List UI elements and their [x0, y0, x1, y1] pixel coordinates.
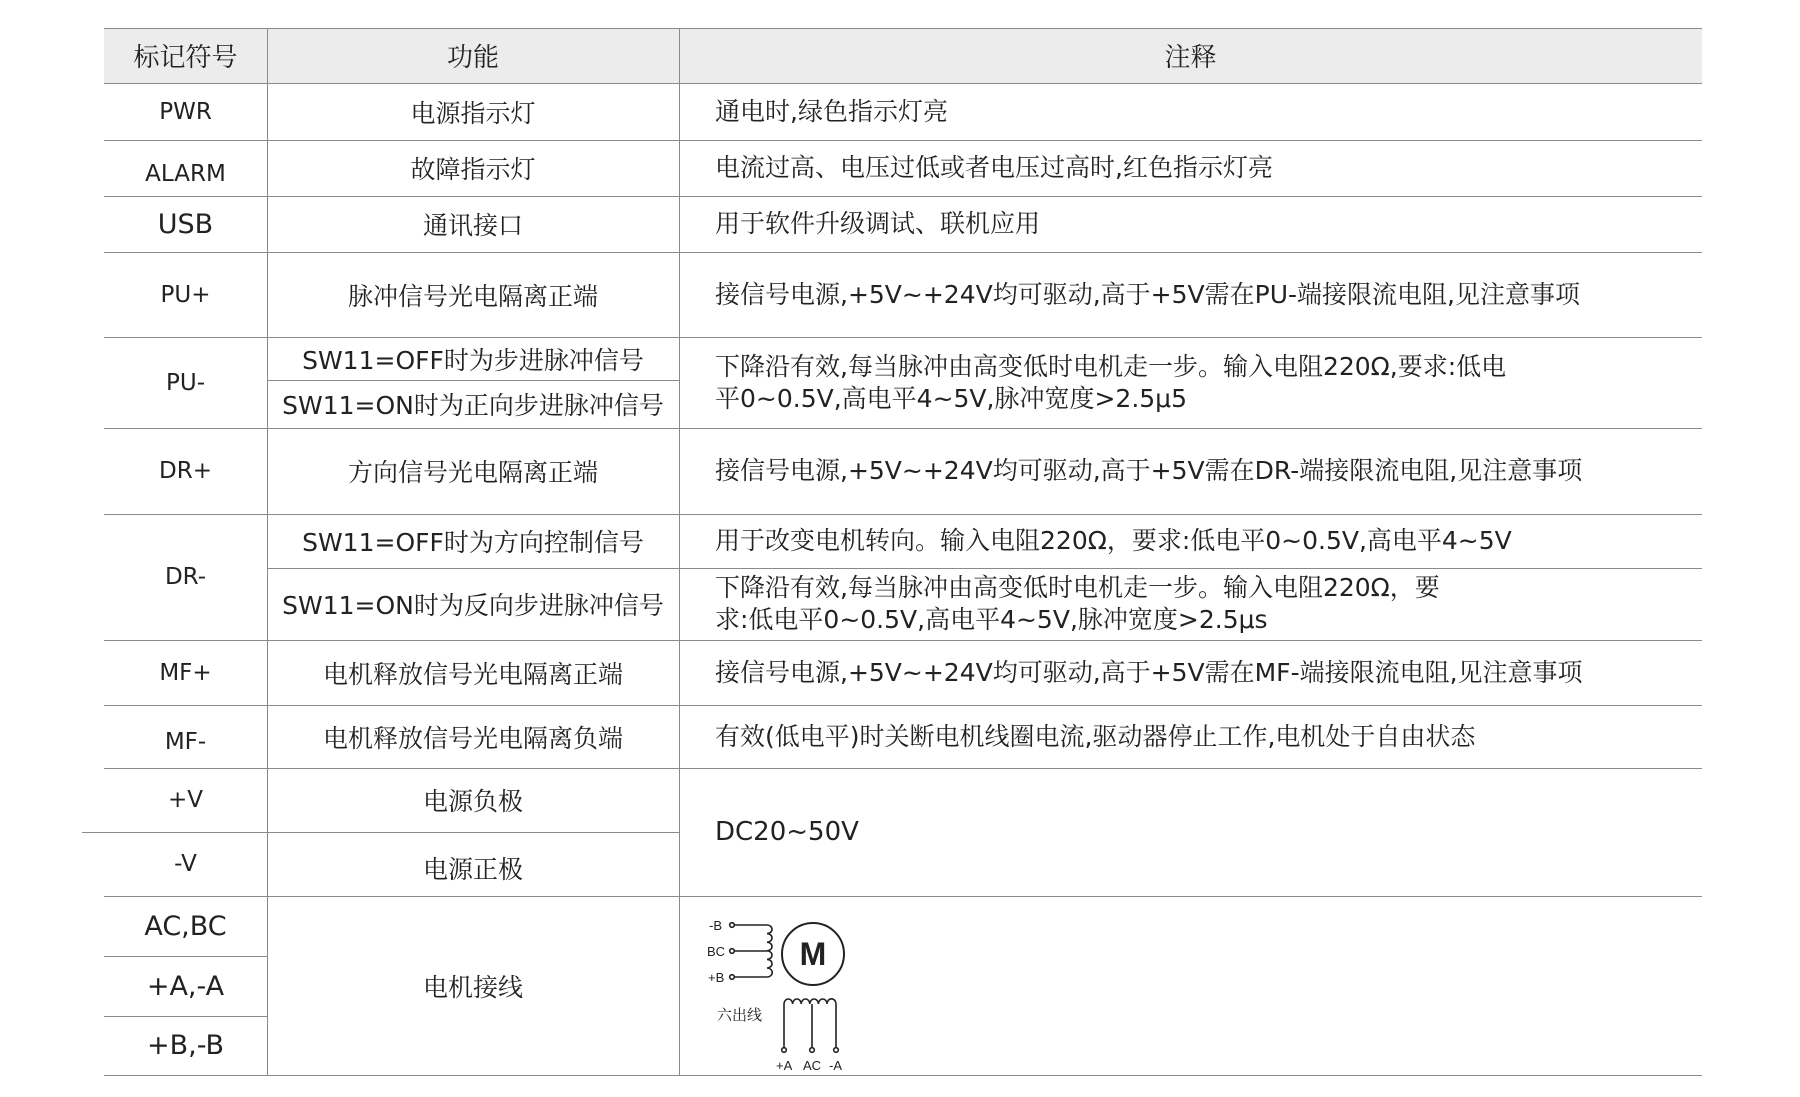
header-code: 标记符号 [133, 43, 238, 73]
code-b-pair: +B,-B [146, 1030, 225, 1061]
code-pu-minus: PU- [165, 369, 205, 396]
code-mf-minus: MF- [164, 728, 207, 755]
function-pu-minus-off: SW11=OFF时为步进脉冲信号 [302, 345, 644, 375]
code-v-minus: -V [174, 851, 197, 877]
note-alarm: 电流过高、电压过低或者电压过高时,红色指示灯亮 [715, 153, 1273, 182]
function-pu-minus-on: SW11=ON时为正向步进脉冲信号 [282, 391, 664, 420]
note-dr-minus-a: 用于改变电机转向。输入电阻220Ω，要求:低电平0~0.5V,高电平4~5V [715, 526, 1512, 555]
note-pwr: 通电时,绿色指示灯亮 [715, 96, 948, 126]
header-function: 功能 [446, 43, 499, 73]
function-usb: 通讯接口 [422, 211, 523, 240]
note-dr-minus-b-line2: 求:低电平0~0.5V,高电平4~5V,脉冲宽度>2.5μs [715, 605, 1268, 634]
label-bc: BC [707, 944, 726, 959]
note-power-range: DC20~50V [715, 817, 859, 847]
note-pu-minus [679, 337, 1702, 428]
motor-m-label: M [799, 936, 827, 972]
function-v-minus: 电源正极 [422, 855, 523, 884]
label-a-minus: -A [829, 1058, 842, 1073]
code-v-plus: +V [167, 787, 203, 813]
function-motor-wiring: 电机接线 [422, 972, 523, 1002]
code-alarm: ALARM [145, 161, 226, 187]
label-a-plus: +A [776, 1058, 793, 1073]
note-dr-minus-b-line1: 下降沿有效,每当脉冲由高变低时电机走一步。输入电阻220Ω，要 [715, 573, 1440, 602]
pin-description-table [104, 28, 1702, 1076]
code-mf-plus: MF+ [159, 659, 212, 686]
code-dr-plus: DR+ [159, 458, 212, 484]
note-usb: 用于软件升级调试、联机应用 [715, 209, 1041, 238]
note-dr-minus-b [679, 568, 1702, 640]
code-a-pair: +A,-A [146, 970, 225, 1002]
function-pu-plus: 脉冲信号光电隔离正端 [347, 281, 598, 311]
note-dr-plus: 接信号电源,+5V~+24V均可驱动,高于+5V需在DR-端接限流电阻,见注意事项 [715, 456, 1583, 485]
note-mf-minus: 有效(低电平)时关断电机线圈电流,驱动器停止工作,电机处于自由状态 [715, 721, 1476, 751]
code-pwr: PWR [159, 98, 212, 125]
six-wire-motor-diagram [699, 908, 879, 1073]
note-pu-minus-line1: 下降沿有效,每当脉冲由高变低时电机走一步。输入电阻220Ω,要求:低电 [715, 351, 1507, 381]
function-mf-minus: 电机释放信号光电隔离负端 [322, 723, 623, 753]
code-ac-bc: AC,BC [144, 910, 227, 942]
code-usb: USB [157, 208, 214, 240]
label-b-minus: -B [709, 918, 722, 933]
function-alarm: 故障指示灯 [410, 155, 536, 184]
code-pu-plus: PU+ [160, 281, 211, 308]
header-note: 注释 [1164, 43, 1217, 73]
diagram-caption: 六出线 [717, 1007, 763, 1024]
label-b-plus: +B [708, 970, 725, 985]
function-v-plus: 电源负极 [422, 787, 523, 816]
note-mf-plus: 接信号电源,+5V~+24V均可驱动,高于+5V需在MF-端接限流电阻,见注意事项 [715, 657, 1583, 687]
function-dr-plus: 方向信号光电隔离正端 [347, 458, 598, 487]
note-pu-plus: 接信号电源,+5V~+24V均可驱动,高于+5V需在PU-端接限流电阻,见注意事项 [715, 279, 1580, 309]
function-mf-plus: 电机释放信号光电隔离正端 [322, 659, 623, 689]
note-pu-minus-line2: 平0~0.5V,高电平4~5V,脉冲宽度>2.5μ5 [715, 383, 1187, 413]
function-dr-minus-off: SW11=OFF时为方向控制信号 [302, 528, 644, 557]
function-pwr: 电源指示灯 [410, 98, 536, 128]
code-dr-minus: DR- [164, 564, 207, 590]
label-ac: AC [803, 1058, 822, 1073]
function-dr-minus-on: SW11=ON时为反向步进脉冲信号 [282, 591, 664, 620]
